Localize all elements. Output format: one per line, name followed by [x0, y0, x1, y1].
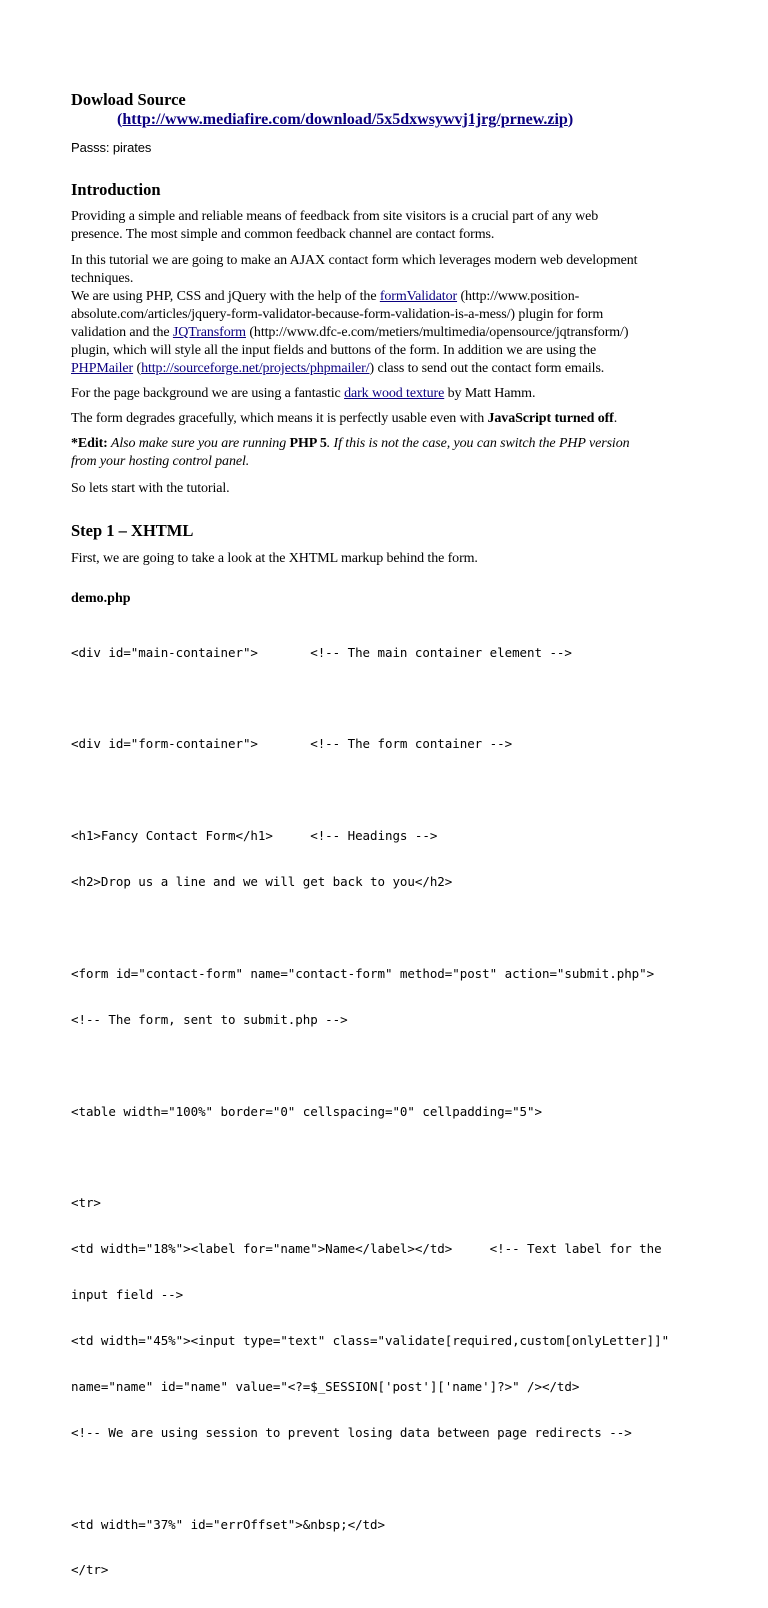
code-line: [71, 920, 701, 935]
dark-wood-texture-link[interactable]: dark wood texture: [344, 386, 445, 401]
code-line: <td width="37%" id="errOffset">&nbsp;</td>: [71, 1516, 385, 1532]
intro-p2-line-7: [71, 360, 701, 378]
text-span: (: [133, 361, 142, 376]
sourceforge-link[interactable]: http://sourceforge.net/projects/phpmailer/: [141, 361, 370, 376]
code-line: <form id="contact-form" name="contact-form" method="post" action="submit.php">: [71, 965, 655, 981]
text-span: (http://www.position-: [457, 289, 580, 304]
text-span: .: [613, 411, 618, 426]
step1-heading: Step 1 – XHTML: [71, 521, 194, 540]
code-line: name="name" id="name" value="<?=$_SESSION['post']['name']?>" /></td>: [71, 1378, 580, 1394]
intro-paragraph-2: [71, 252, 701, 378]
code-line: <tr>: [71, 1195, 101, 1211]
phpmailer-link[interactable]: PHPMailer: [71, 361, 134, 376]
edit-note: [71, 435, 701, 471]
text-span: For the page background we are using a fantastic: [71, 386, 345, 401]
text-span: We are using PHP, CSS and jQuery with the help of the: [71, 289, 380, 304]
file-name-label: demo.php: [71, 591, 131, 606]
text-span: The form degrades gracefully, which means it is perfectly usable even with: [71, 411, 488, 426]
intro-p1-line-2: presence. The most simple and common feedback channel are contact forms.: [71, 227, 495, 242]
text-span: from your hosting control panel.: [71, 454, 250, 469]
code-line: [71, 690, 701, 705]
code-line: [71, 1471, 701, 1486]
intro-paragraph-5: So lets start with the tutorial.: [71, 481, 230, 496]
intro-p2-line-2: techniques.: [71, 271, 134, 286]
code-line: </tr>: [71, 1562, 109, 1578]
text-span: ) class to send out the contact form emails.: [369, 361, 605, 376]
edit-note-line-2: [71, 453, 701, 471]
text-span: validation and the: [71, 325, 173, 340]
javascript-off-bold: JavaScript turned off: [487, 411, 614, 426]
code-line: <table width="100%" border="0" cellspacing="0" cellpadding="5">: [71, 1103, 542, 1119]
code-block: [71, 614, 701, 1608]
code-line: [71, 1058, 701, 1073]
password-text: Passs: pirates: [71, 140, 152, 155]
code-line: <!-- The form, sent to submit.php -->: [71, 1011, 348, 1027]
intro-paragraph-3: [71, 385, 701, 403]
formvalidator-link[interactable]: formValidator: [379, 289, 458, 304]
code-line: <h1>Fancy Contact Form</h1> <!-- Headings -->: [71, 828, 438, 844]
download-link[interactable]: http://www.mediafire.com/download/5x5dxwsywvj1jrg/prnew.zip: [122, 111, 568, 128]
intro-p2-line-3: [71, 288, 701, 306]
paren-close: ): [567, 111, 574, 128]
text-span: (http://www.dfc-e.com/metiers/multimedia/opensource/jqtransform/): [245, 325, 629, 340]
download-url-line: [117, 111, 717, 129]
intro-p2-line-6: plugin, which will style all the input fields and buttons of the form. In addition we are using the: [71, 343, 597, 358]
introduction-heading: Introduction: [71, 180, 161, 199]
code-line: <div id="form-container"> <!-- The form container -->: [71, 736, 513, 752]
code-line: <td width="18%"><label for="name">Name</label></td> <!-- Text label for the: [71, 1241, 662, 1257]
code-line: <!-- We are using session to prevent losing data between page redirects -->: [71, 1424, 632, 1440]
code-line: <div id="main-container"> <!-- The main container element -->: [71, 644, 572, 660]
code-line: <h2>Drop us a line and we will get back to you</h2>: [71, 874, 453, 890]
jqtransform-link[interactable]: JQTransform: [172, 325, 246, 340]
code-line: [71, 1149, 701, 1164]
step1-intro: First, we are going to take a look at the XHTML markup behind the form.: [71, 551, 478, 566]
intro-p2-line-1: In this tutorial we are going to make an AJAX contact form which leverages modern web development: [71, 253, 638, 268]
text-span: . If this is not the case, you can switch the PHP version: [326, 436, 630, 451]
paren-open: (: [117, 111, 123, 128]
code-line: [71, 782, 701, 797]
download-heading: Dowload Source: [71, 90, 186, 109]
php5-bold: PHP 5: [289, 436, 327, 451]
text-span: Also make sure you are running: [107, 436, 290, 451]
intro-p1-line-1: Providing a simple and reliable means of feedback from site visitors is a crucial part of any web: [71, 209, 599, 224]
text-span: by Matt Hamm.: [444, 386, 536, 401]
code-line: input field -->: [71, 1287, 184, 1303]
edit-note-line-1: [71, 435, 701, 453]
intro-p2-line-5: [71, 324, 701, 342]
intro-p2-line-4: absolute.com/articles/jquery-form-validator-because-form-validation-is-a-mess/) plugin for form: [71, 307, 604, 322]
intro-paragraph-4: [71, 410, 701, 428]
code-line: <td width="45%"><input type="text" class="validate[required,custom[onlyLetter]]": [71, 1332, 670, 1348]
intro-paragraph-1: [71, 208, 701, 244]
edit-label: *Edit:: [71, 436, 108, 451]
